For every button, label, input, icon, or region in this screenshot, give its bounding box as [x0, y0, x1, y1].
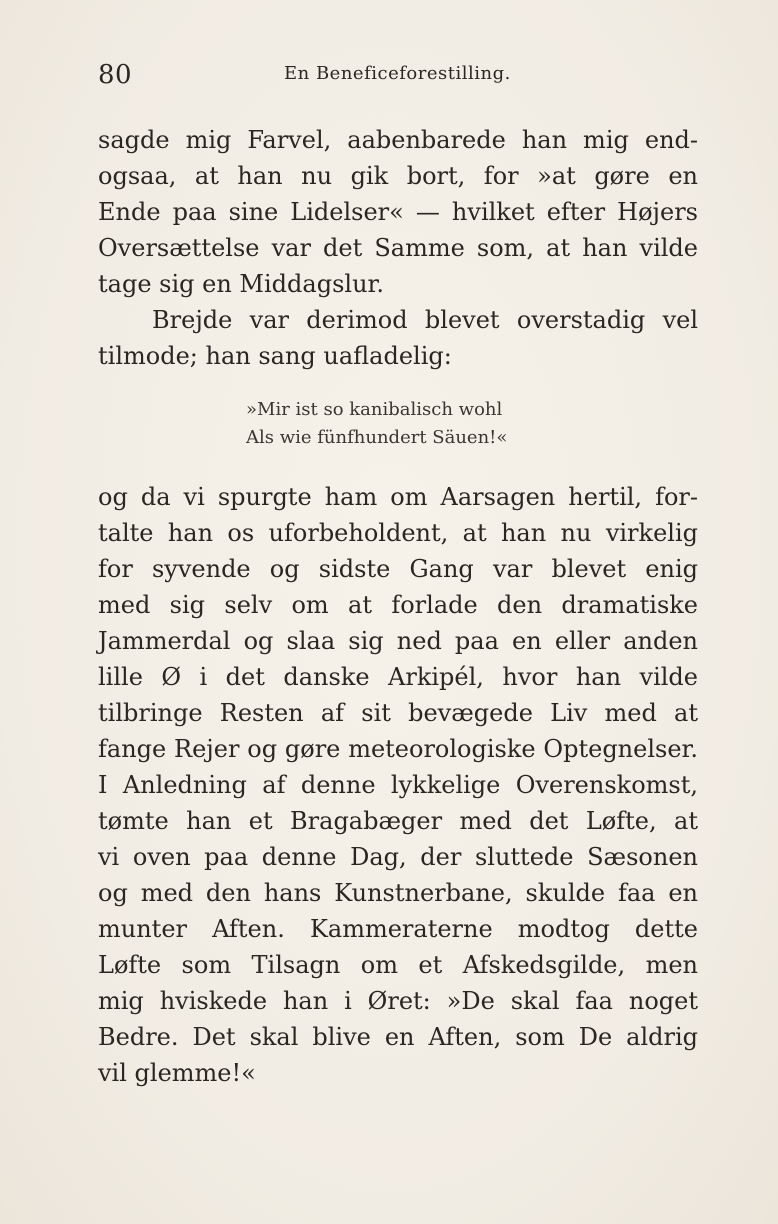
running-title: En Beneficeforestilling.	[284, 63, 511, 84]
text-line: lille Ø i det danske Arkipél, hvor han vilde	[98, 663, 698, 691]
text-line: Løfte som Tilsagn om et Afskedsgilde, men	[98, 951, 698, 979]
text-line: og med den hans Kunstnerbane, skulde faa en	[98, 879, 698, 907]
text-line: Brejde var derimod blevet overstadig vel	[152, 306, 698, 334]
text-line: tilbringe Resten af sit bevægede Liv med at	[98, 699, 698, 727]
text-line: tømte han et Bragabæger med det Løfte, at	[98, 807, 698, 835]
verse-line: »Mir ist so kanibalisch wohl	[246, 399, 503, 420]
text-line: og da vi spurgte ham om Aarsagen hertil, for-	[98, 483, 698, 511]
text-line: for syvende og sidste Gang var blevet enig	[98, 555, 698, 583]
text-line: I Anledning af denne lykkelige Overenskomst,	[98, 771, 698, 799]
text-line: vi oven paa denne Dag, der sluttede Sæsonen	[98, 843, 698, 871]
text-line: Bedre. Det skal blive en Aften, som De aldrig	[98, 1023, 698, 1051]
text-line: tilmode; han sang uafladelig:	[98, 342, 452, 370]
text-line: fange Rejer og gøre meteorologiske Optegnelser.	[98, 735, 698, 763]
text-line: munter Aften. Kammeraterne modtog dette	[98, 915, 698, 943]
text-line: talte han os uforbeholdent, at han nu virkelig	[98, 519, 698, 547]
page-number: 80	[98, 60, 133, 90]
verse-line: Als wie fünfhundert Säuen!«	[246, 427, 508, 448]
text-line: mig hviskede han i Øret: »De skal faa noget	[98, 987, 698, 1015]
text-line: Jammerdal og slaa sig ned paa en eller anden	[98, 627, 698, 655]
text-line: tage sig en Middagslur.	[98, 270, 384, 298]
text-line: sagde mig Farvel, aabenbarede han mig end-	[98, 126, 698, 154]
text-line: vil glemme!«	[98, 1059, 256, 1087]
text-line: Ende paa sine Lidelser« — hvilket efter Højers	[98, 198, 698, 226]
text-line: Oversættelse var det Samme som, at han vilde	[98, 234, 698, 262]
page-header	[0, 60, 778, 90]
text-line: med sig selv om at forlade den dramatiske	[98, 591, 698, 619]
text-line: ogsaa, at han nu gik bort, for »at gøre en	[98, 162, 698, 190]
